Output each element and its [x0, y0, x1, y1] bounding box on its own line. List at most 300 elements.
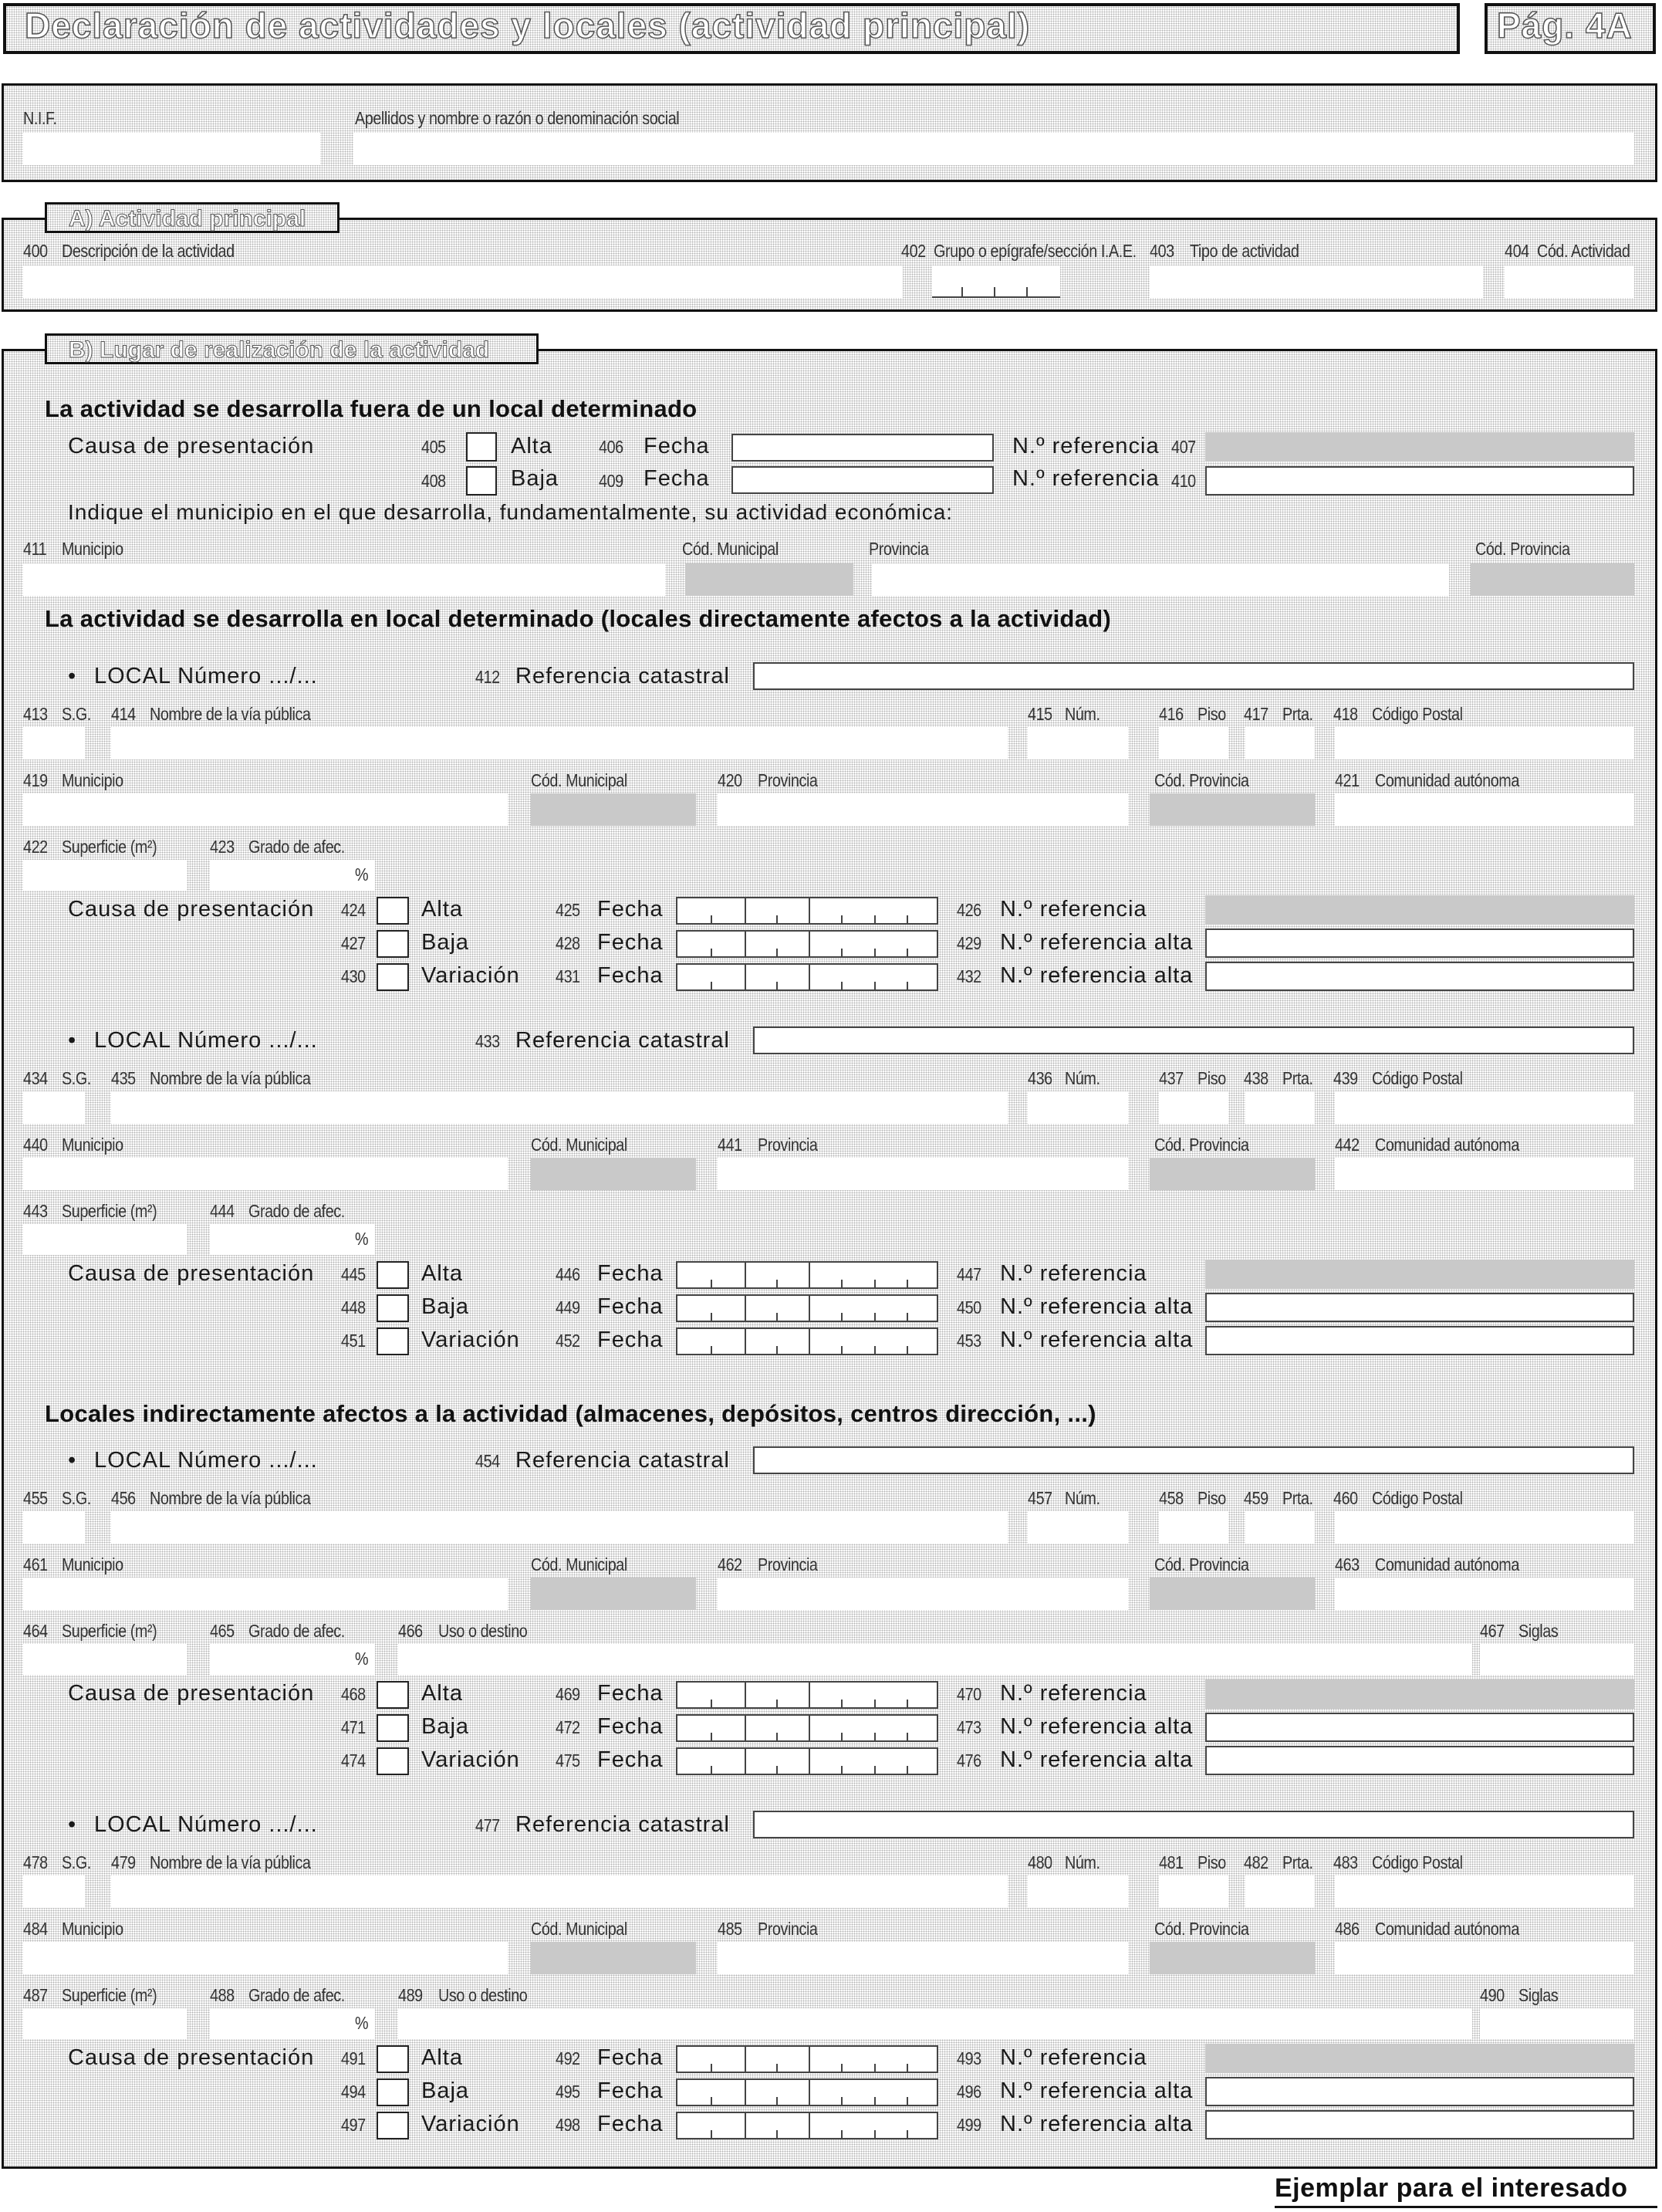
- nref-field[interactable]: [1205, 2110, 1634, 2139]
- variacion-checkbox[interactable]: [377, 1747, 409, 1775]
- baja-checkbox[interactable]: [377, 2078, 409, 2106]
- baja-checkbox[interactable]: [377, 930, 409, 958]
- descripcion-field[interactable]: [23, 266, 903, 298]
- nref-field[interactable]: [1205, 2077, 1634, 2106]
- box-number: 460: [1333, 1488, 1358, 1508]
- date-tick: [907, 1700, 908, 1707]
- piso-field[interactable]: [1159, 1875, 1228, 1908]
- box-number: 480: [1028, 1852, 1052, 1872]
- superficie-field[interactable]: [23, 2008, 187, 2039]
- superficie-label: Superficie (m²): [62, 1621, 157, 1641]
- box-number: 427: [341, 933, 366, 953]
- section-b-title: B) Lugar de realización de la actividad: [69, 337, 490, 363]
- date-tick: [711, 982, 712, 989]
- superficie-label: Superficie (m²): [62, 837, 157, 857]
- uso-field[interactable]: [398, 1644, 1472, 1675]
- box-number: 471: [341, 1717, 366, 1737]
- provincia-label: Provincia: [758, 770, 818, 790]
- nref-label: N.º referencia alta: [1000, 963, 1194, 988]
- ref-catastral-label: Referencia catastral: [515, 1812, 730, 1837]
- grado-field[interactable]: [210, 1224, 375, 1255]
- piso-field[interactable]: [1159, 1511, 1228, 1544]
- fecha-field[interactable]: [676, 1328, 938, 1355]
- municipio-label: Municipio: [62, 539, 123, 559]
- date-tick: [874, 1313, 876, 1321]
- grado-label: Grado de afec.: [248, 1985, 345, 2005]
- box-number: 490: [1480, 1985, 1505, 2005]
- nref-label: N.º referencia alta: [1000, 2078, 1194, 2103]
- box-number: 420: [718, 770, 742, 790]
- date-tick: [874, 2130, 876, 2138]
- provincia-field[interactable]: [718, 1158, 1128, 1190]
- superficie-field[interactable]: [23, 1644, 187, 1675]
- box-number: 438: [1244, 1068, 1268, 1088]
- fecha-label: Fecha: [644, 434, 710, 458]
- box-number: 408: [421, 471, 446, 491]
- box-number: 436: [1028, 1068, 1052, 1088]
- date-tick: [809, 965, 810, 989]
- prta-label: Prta.: [1282, 704, 1313, 724]
- date-tick: [841, 1700, 843, 1707]
- date-tick: [874, 1700, 876, 1707]
- prta-field[interactable]: [1245, 727, 1315, 759]
- superficie-field[interactable]: [23, 860, 187, 891]
- comunidad-label: Comunidad autónoma: [1375, 1135, 1519, 1155]
- prta-field[interactable]: [1245, 1511, 1315, 1544]
- alta-checkbox[interactable]: [377, 897, 409, 925]
- directos-heading: La actividad se desarrolla en local determinado (locales directamente afectos a la actividad): [45, 605, 1112, 632]
- date-tick: [907, 915, 908, 923]
- date-tick: [841, 2064, 843, 2072]
- municipio-field[interactable]: [23, 793, 508, 826]
- box-number: 424: [341, 900, 366, 920]
- date-tick: [809, 1296, 810, 1321]
- box-number: 435: [111, 1068, 136, 1088]
- cp-field[interactable]: [1335, 1091, 1634, 1124]
- provincia-label: Provincia: [869, 539, 929, 559]
- provincia-field[interactable]: [718, 1942, 1128, 1974]
- nref-field: [1205, 1260, 1634, 1289]
- date-tick: [711, 2097, 712, 2105]
- uso-label: Uso o destino: [438, 1621, 528, 1641]
- num-label: Núm.: [1065, 1488, 1100, 1508]
- comunidad-field[interactable]: [1335, 1578, 1634, 1610]
- fecha-406-field[interactable]: [731, 434, 994, 462]
- cod-provincia-label: Cód. Provincia: [1154, 770, 1249, 790]
- alta-label: Alta: [421, 2045, 463, 2070]
- fecha-field[interactable]: [676, 963, 938, 991]
- alta-checkbox[interactable]: [377, 1681, 409, 1709]
- bullet-icon: •: [68, 664, 77, 688]
- via-label: Nombre de la vía pública: [150, 704, 311, 724]
- cod-municipal-label: Cód. Municipal: [682, 539, 779, 559]
- cod-provincia-label: Cód. Provincia: [1475, 539, 1570, 559]
- via-field[interactable]: [111, 1511, 1008, 1544]
- date-tick: [745, 2080, 746, 2105]
- comunidad-field[interactable]: [1335, 793, 1634, 826]
- fecha-label: Fecha: [597, 2045, 664, 2070]
- ref-catastral-field[interactable]: [753, 662, 1634, 690]
- uso-label: Uso o destino: [438, 1985, 528, 2005]
- siglas-field[interactable]: [1480, 2008, 1634, 2039]
- nref-field: [1205, 895, 1634, 925]
- date-tick: [809, 1683, 810, 1707]
- provincia-label: Provincia: [758, 1554, 818, 1574]
- nref-label: N.º referencia alta: [1000, 1328, 1194, 1352]
- sg-field[interactable]: [23, 1875, 85, 1908]
- percent-label: %: [355, 1649, 369, 1669]
- prta-label: Prta.: [1282, 1488, 1313, 1508]
- box-number: 423: [210, 837, 235, 857]
- date-tick: [711, 2130, 712, 2138]
- fecha-field[interactable]: [676, 1747, 938, 1775]
- sg-field[interactable]: [23, 1511, 85, 1544]
- num-field[interactable]: [1028, 727, 1128, 759]
- box-number: 437: [1159, 1068, 1184, 1088]
- num-field[interactable]: [1028, 1875, 1128, 1908]
- num-field[interactable]: [1028, 1091, 1128, 1124]
- section-a-tab: [45, 202, 339, 233]
- box-number: 432: [957, 966, 981, 986]
- date-tick: [874, 1766, 876, 1774]
- date-tick: [907, 2097, 908, 2105]
- box-number: 465: [210, 1621, 235, 1641]
- provincia-field[interactable]: [872, 563, 1449, 596]
- alta-checkbox[interactable]: [377, 2045, 409, 2073]
- date-tick: [809, 1749, 810, 1774]
- box-number: 407: [1171, 437, 1196, 457]
- sg-label: S.G.: [62, 704, 91, 724]
- causa-label: Causa de presentación: [68, 1681, 315, 1706]
- cod-municipal-field: [531, 1578, 696, 1610]
- box-number: 441: [718, 1135, 742, 1155]
- grado-field[interactable]: [210, 1644, 375, 1675]
- box-number: 449: [556, 1297, 580, 1317]
- provincia-field[interactable]: [718, 1578, 1128, 1610]
- comunidad-field[interactable]: [1335, 1158, 1634, 1190]
- municipio-label: Municipio: [62, 770, 123, 790]
- box-number: 496: [957, 2082, 981, 2102]
- box-number: 404: [1505, 241, 1529, 261]
- num-label: Núm.: [1065, 1852, 1100, 1872]
- box-number: 498: [556, 2115, 580, 2135]
- cp-label: Código Postal: [1372, 1068, 1463, 1088]
- alta-checkbox[interactable]: [466, 432, 497, 462]
- via-field[interactable]: [111, 727, 1008, 759]
- variacion-checkbox[interactable]: [377, 1328, 409, 1355]
- box-number: 478: [23, 1852, 48, 1872]
- date-tick: [776, 1766, 778, 1774]
- box-number: 456: [111, 1488, 136, 1508]
- cod-provincia-field: [1150, 1942, 1315, 1974]
- nref-label: N.º referencia alta: [1000, 1714, 1194, 1739]
- box-number: 403: [1150, 241, 1174, 261]
- nref-field[interactable]: [1205, 1713, 1634, 1742]
- baja-label: Baja: [421, 2078, 470, 2103]
- date-tick: [711, 1313, 712, 1321]
- date-tick: [841, 1346, 843, 1354]
- date-tick: [745, 1263, 746, 1287]
- nref-field[interactable]: [1205, 1746, 1634, 1775]
- box-number: 472: [556, 1717, 580, 1737]
- fecha-label: Fecha: [597, 1681, 664, 1706]
- variacion-checkbox[interactable]: [377, 963, 409, 991]
- box-number: 479: [111, 1852, 136, 1872]
- box-number: 455: [23, 1488, 48, 1508]
- box-number: 468: [341, 1684, 366, 1704]
- sg-label: S.G.: [62, 1852, 91, 1872]
- fecha-409-field[interactable]: [731, 466, 994, 494]
- box-number: 434: [23, 1068, 48, 1088]
- fecha-field[interactable]: [676, 1294, 938, 1322]
- box-number: 416: [1159, 704, 1184, 724]
- sg-field[interactable]: [23, 1091, 85, 1124]
- box-number: 446: [556, 1264, 580, 1284]
- date-tick: [907, 1346, 908, 1354]
- box-number: 459: [1244, 1488, 1268, 1508]
- indique-text: Indique el municipio en el que desarrolla, fundamentalmente, su actividad económica:: [68, 500, 954, 524]
- box-number: 482: [1244, 1852, 1268, 1872]
- alta-label: Alta: [421, 1261, 463, 1286]
- nref-label: N.º referencia: [1000, 1261, 1147, 1286]
- fecha-field[interactable]: [676, 2078, 938, 2106]
- box-number: 439: [1333, 1068, 1358, 1088]
- via-label: Nombre de la vía pública: [150, 1068, 311, 1088]
- box-number: 430: [341, 966, 366, 986]
- box-number: 442: [1335, 1135, 1360, 1155]
- nref-field[interactable]: [1205, 1326, 1634, 1355]
- date-tick: [841, 1766, 843, 1774]
- baja-checkbox[interactable]: [466, 466, 497, 496]
- date-tick: [745, 965, 746, 989]
- box-number: 400: [23, 241, 48, 261]
- via-field[interactable]: [111, 1091, 1008, 1124]
- box-number: 477: [475, 1815, 500, 1835]
- box-number: 491: [341, 2048, 366, 2068]
- cod-municipal-label: Cód. Municipal: [531, 1554, 627, 1574]
- date-tick: [745, 1296, 746, 1321]
- ref-catastral-field[interactable]: [753, 1027, 1634, 1054]
- superficie-field[interactable]: [23, 1224, 187, 1255]
- superficie-label: Superficie (m²): [62, 1201, 157, 1221]
- date-tick: [874, 1280, 876, 1287]
- cod-provincia-field: [1150, 793, 1315, 826]
- num-field[interactable]: [1028, 1511, 1128, 1544]
- box-number: 425: [556, 900, 580, 920]
- date-tick: [776, 915, 778, 923]
- grado-field[interactable]: [210, 860, 375, 891]
- box-number: 487: [23, 1985, 48, 2005]
- bullet-icon: •: [68, 1812, 77, 1837]
- cp-label: Código Postal: [1372, 1488, 1463, 1508]
- date-tick: [841, 1280, 843, 1287]
- variacion-label: Variación: [421, 2112, 520, 2136]
- box-number: 483: [1333, 1852, 1358, 1872]
- box-number: 467: [1480, 1621, 1505, 1641]
- piso-field[interactable]: [1159, 727, 1228, 759]
- fecha-field[interactable]: [676, 897, 938, 925]
- name-field[interactable]: [353, 133, 1634, 165]
- fecha-field[interactable]: [676, 1714, 938, 1742]
- via-field[interactable]: [111, 1875, 1008, 1908]
- nref-label: N.º referencia: [1000, 1681, 1147, 1706]
- fecha-field[interactable]: [676, 2045, 938, 2073]
- uso-field[interactable]: [398, 2008, 1472, 2039]
- nif-field[interactable]: [23, 133, 320, 165]
- box-number: 489: [398, 1985, 423, 2005]
- date-tick: [776, 1346, 778, 1354]
- date-tick: [874, 915, 876, 923]
- grupo-field[interactable]: [932, 266, 1060, 298]
- piso-field[interactable]: [1159, 1091, 1228, 1124]
- date-tick: [809, 898, 810, 923]
- municipio-field[interactable]: [23, 563, 665, 596]
- fecha-field[interactable]: [676, 2112, 938, 2139]
- fecha-label: Fecha: [597, 1714, 664, 1739]
- box-number: 454: [475, 1451, 500, 1471]
- box-number: 475: [556, 1750, 580, 1771]
- cp-field[interactable]: [1335, 727, 1634, 759]
- fecha-label: Fecha: [597, 963, 664, 988]
- prta-field[interactable]: [1245, 1875, 1315, 1908]
- date-tick: [809, 932, 810, 956]
- fecha-field[interactable]: [676, 930, 938, 958]
- box-number: 476: [957, 1750, 981, 1771]
- cod-provincia-field: [1150, 1158, 1315, 1190]
- nref-field[interactable]: [1205, 1293, 1634, 1322]
- municipio-label: Municipio: [62, 1919, 123, 1939]
- date-tick: [776, 1700, 778, 1707]
- box-number: 444: [210, 1201, 235, 1221]
- cod-municipal-label: Cód. Municipal: [531, 770, 627, 790]
- box-number: 494: [341, 2082, 366, 2102]
- box-number: 462: [718, 1554, 742, 1574]
- percent-label: %: [355, 2013, 369, 2033]
- provincia-label: Provincia: [758, 1135, 818, 1155]
- box-number: 411: [23, 539, 47, 559]
- box-number: 484: [23, 1919, 48, 1939]
- nref-label: N.º referencia alta: [1000, 1747, 1194, 1772]
- cod-provincia-label: Cód. Provincia: [1154, 1919, 1249, 1939]
- box-number: 486: [1335, 1919, 1360, 1939]
- date-tick: [809, 1263, 810, 1287]
- date-tick: [809, 1716, 810, 1740]
- nref-field[interactable]: [1205, 928, 1634, 958]
- box-number: 448: [341, 1297, 366, 1317]
- date-tick: [841, 2130, 843, 2138]
- via-label: Nombre de la vía pública: [150, 1852, 311, 1872]
- nref-label: N.º referencia: [1012, 466, 1160, 491]
- footer-text: Ejemplar para el interesado: [1275, 2173, 1628, 2203]
- name-label: Apellidos y nombre o razón o denominación social: [355, 108, 680, 128]
- ref-catastral-field[interactable]: [753, 1811, 1634, 1838]
- nif-label: N.I.F.: [23, 108, 57, 128]
- baja-checkbox[interactable]: [377, 1714, 409, 1742]
- baja-checkbox[interactable]: [377, 1294, 409, 1322]
- date-tick: [745, 1683, 746, 1707]
- box-number: 485: [718, 1919, 742, 1939]
- piso-label: Piso: [1198, 1852, 1226, 1872]
- date-tick: [745, 898, 746, 923]
- municipio-field[interactable]: [23, 1158, 508, 1190]
- box-number: 453: [957, 1331, 981, 1351]
- prta-field[interactable]: [1245, 1091, 1315, 1124]
- date-tick: [776, 1280, 778, 1287]
- nref-label: N.º referencia: [1000, 897, 1147, 922]
- fecha-field[interactable]: [676, 1261, 938, 1289]
- box-number: 451: [341, 1331, 366, 1351]
- nref-field: [1205, 1679, 1634, 1709]
- baja-label: Baja: [421, 1714, 470, 1739]
- nref-label: N.º referencia: [1000, 2045, 1147, 2070]
- causa-label: Causa de presentación: [68, 1261, 315, 1286]
- alta-checkbox[interactable]: [377, 1261, 409, 1289]
- percent-label: %: [355, 864, 369, 884]
- page-number: Pág. 4A: [1497, 5, 1633, 46]
- nref-410-field[interactable]: [1205, 466, 1634, 496]
- fuera-local-heading: La actividad se desarrolla fuera de un local determinado: [45, 395, 698, 422]
- fecha-field[interactable]: [676, 1681, 938, 1709]
- date-tick: [776, 982, 778, 989]
- cp-field[interactable]: [1335, 1875, 1634, 1908]
- date-tick: [874, 1733, 876, 1740]
- sg-field[interactable]: [23, 727, 85, 759]
- box-number: 488: [210, 1985, 235, 2005]
- box-number: 466: [398, 1621, 423, 1641]
- municipio-field[interactable]: [23, 1942, 508, 1974]
- box-number: 450: [957, 1297, 981, 1317]
- variacion-label: Variación: [421, 963, 520, 988]
- box-number: 481: [1159, 1852, 1184, 1872]
- cp-field[interactable]: [1335, 1511, 1634, 1544]
- municipio-field[interactable]: [23, 1578, 508, 1610]
- comunidad-field[interactable]: [1335, 1942, 1634, 1974]
- comunidad-label: Comunidad autónoma: [1375, 1554, 1519, 1574]
- box-number: 402: [901, 241, 926, 261]
- box-number: 405: [421, 437, 446, 457]
- cp-label: Código Postal: [1372, 704, 1463, 724]
- box-number: 431: [556, 966, 580, 986]
- cod-municipal-field: [531, 1158, 696, 1190]
- siglas-field[interactable]: [1480, 1644, 1634, 1675]
- box-number: 410: [1171, 471, 1196, 491]
- box-number: 406: [599, 437, 623, 457]
- date-tick: [874, 1346, 876, 1354]
- cod-actividad-field[interactable]: [1505, 266, 1634, 298]
- indirectos-heading: Locales indirectamente afectos a la actividad (almacenes, depósitos, centros dirección, ...): [45, 1400, 1096, 1427]
- date-tick: [711, 1280, 712, 1287]
- box-number: 415: [1028, 704, 1052, 724]
- tipo-actividad-field[interactable]: [1150, 266, 1483, 298]
- variacion-checkbox[interactable]: [377, 2112, 409, 2139]
- date-tick: [841, 1313, 843, 1321]
- nref-field[interactable]: [1205, 962, 1634, 991]
- box-number: 473: [957, 1717, 981, 1737]
- date-tick: [711, 949, 712, 956]
- ref-catastral-label: Referencia catastral: [515, 664, 730, 688]
- causa-label: Causa de presentación: [68, 2045, 315, 2070]
- cod-provincia-label: Cód. Provincia: [1154, 1135, 1249, 1155]
- box-number: 463: [1335, 1554, 1360, 1574]
- provincia-field[interactable]: [718, 793, 1128, 826]
- causa-label: Causa de presentación: [68, 897, 315, 922]
- date-tick: [809, 2113, 810, 2138]
- ref-catastral-field[interactable]: [753, 1446, 1634, 1474]
- date-tick: [745, 1716, 746, 1740]
- date-tick: [711, 1766, 712, 1774]
- fecha-label: Fecha: [597, 1328, 664, 1352]
- grado-field[interactable]: [210, 2008, 375, 2039]
